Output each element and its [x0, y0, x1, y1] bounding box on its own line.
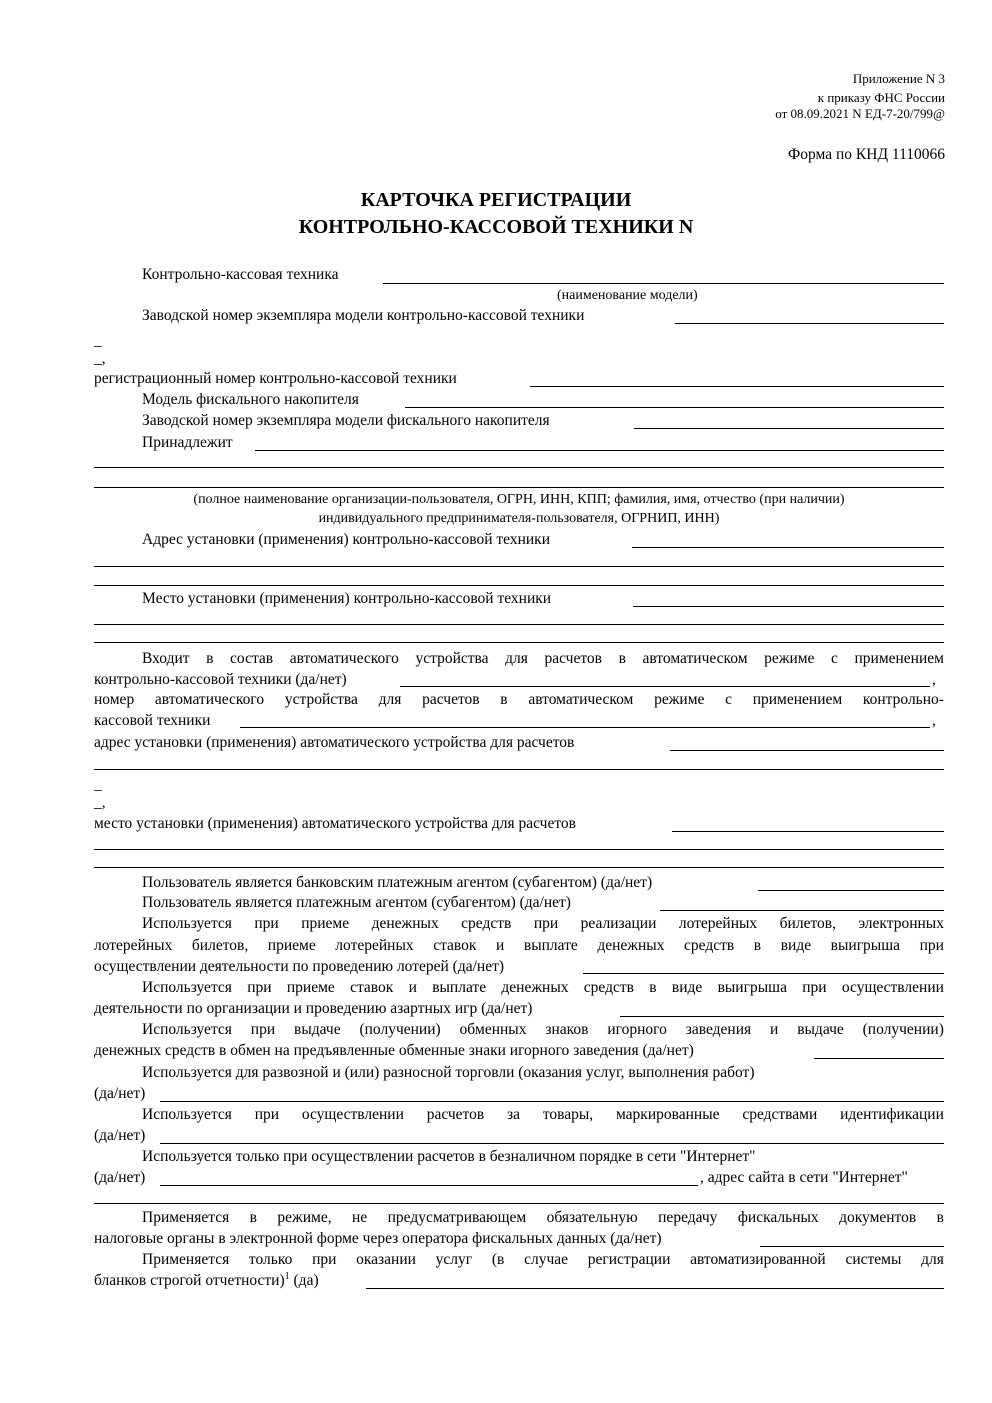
word: Входит [142, 650, 190, 667]
serial-field[interactable] [675, 323, 944, 324]
dash-mark: _, [94, 350, 106, 367]
word: выигрыша [830, 937, 901, 954]
word: состав [230, 650, 274, 667]
tokens-field[interactable] [814, 1058, 944, 1059]
word: расчетов [426, 1106, 485, 1123]
device-address-field-line[interactable] [94, 769, 944, 770]
word: в [206, 650, 214, 667]
fn-model-label: Модель фискального накопителя [142, 391, 359, 408]
word: выплате [523, 937, 578, 954]
lottery-paragraph [94, 937, 944, 955]
word: применением [854, 650, 944, 667]
word: (в [491, 1251, 505, 1268]
gambling-field[interactable] [620, 1016, 944, 1017]
word: расчетов [544, 650, 602, 667]
word: при [254, 1106, 280, 1123]
word: Используется [142, 1021, 232, 1038]
word: осуществлении [841, 979, 944, 996]
device-address-label: адрес установки (применения) автоматического устройства для расчетов [94, 734, 575, 751]
word: приеме [286, 979, 335, 996]
word: обязательную [546, 1209, 638, 1226]
word: для [505, 650, 528, 667]
word: Используется [142, 979, 232, 996]
fn-model-field[interactable] [405, 407, 944, 408]
word: предусматривающем [387, 1209, 527, 1226]
comma: , [932, 671, 936, 688]
word: автоматическом [528, 691, 634, 708]
device-number-paragraph [94, 691, 944, 709]
word: регистрации [587, 1251, 671, 1268]
auto-device-field[interactable] [400, 686, 930, 687]
word: передачу [658, 1209, 718, 1226]
word: режиме [764, 650, 815, 667]
owner-caption: (полное наименование организации-пользователя, ОГРН, ИНН, КПП; фамилия, имя, отчество (при наличии) [193, 492, 845, 507]
owner-field[interactable] [255, 450, 944, 451]
address-field[interactable] [632, 547, 944, 548]
fn-serial-label: Заводской номер экземпляра модели фискального накопителя [142, 412, 550, 429]
word: при [312, 1251, 337, 1268]
comma: , [932, 712, 936, 729]
bso-answer-label: (да) [289, 1272, 319, 1289]
word: фискальных [737, 1209, 819, 1226]
gambling-paragraph [142, 979, 944, 997]
address-field-line[interactable] [94, 585, 944, 586]
word: денежных [371, 915, 439, 932]
word: системы [845, 1251, 902, 1268]
word: услуг [435, 1251, 473, 1268]
word: устройства [415, 650, 489, 667]
word: ставок [350, 979, 394, 996]
word: при [533, 915, 559, 932]
word: выплате [432, 979, 487, 996]
website-field[interactable] [94, 1203, 944, 1204]
word: (получении) [862, 1021, 944, 1038]
bso-text: бланков строгой отчетности) [94, 1272, 285, 1289]
form-code: Форма по КНД 1110066 [788, 146, 945, 163]
word: лотерейных [94, 937, 173, 954]
word: средств [684, 937, 735, 954]
word: в [618, 650, 626, 667]
word: приеме [267, 937, 316, 954]
footnote-mark: 1 [284, 1270, 290, 1282]
place-field-line[interactable] [94, 624, 944, 625]
word: игорного [607, 1021, 667, 1038]
word: автоматическом [642, 650, 748, 667]
order-date: от 08.09.2021 N ЕД-7-20/799@ [775, 106, 945, 121]
word: денежных [597, 937, 665, 954]
word: (получении) [359, 1021, 441, 1038]
place-field[interactable] [633, 606, 944, 607]
device-number-label: кассовой техники [94, 712, 211, 729]
page-title-line2: КОНТРОЛЬНО-КАССОВОЙ ТЕХНИКИ N [298, 216, 694, 238]
tokens-label: денежных средств в обмен на предъявленные обменные знаки игорного заведения (да/нет) [94, 1042, 694, 1059]
bank-agent-label: Пользователь является банковским платежным агентом (субагентом) (да/нет) [142, 874, 653, 891]
device-place-label: место установки (применения) автоматического устройства для расчетов [94, 815, 576, 832]
word: билетов, [191, 937, 249, 954]
website-label: , адрес сайта в сети "Интернет" [700, 1169, 908, 1186]
word: и [408, 979, 417, 996]
word: приеме [301, 915, 350, 932]
address-label: Адрес установки (применения) контрольно-кассовой техники [142, 531, 550, 548]
word: виде [671, 979, 703, 996]
word: в [649, 979, 657, 996]
delivery-field[interactable] [160, 1101, 944, 1102]
order-reference: к приказу ФНС России [817, 90, 945, 105]
kkt-label: Контрольно-кассовая техника [142, 266, 339, 283]
kkt-field[interactable] [383, 283, 944, 284]
owner-field-line[interactable] [94, 467, 944, 468]
word: средствами [742, 1106, 818, 1123]
word: средств [583, 979, 634, 996]
device-number-field[interactable] [240, 727, 930, 728]
word: расчетов [422, 691, 480, 708]
owner-caption: индивидуального предпринимателя-пользователя, ОГРНИП, ИНН) [318, 511, 720, 526]
lottery-label: осуществлении деятельности по проведению лотерей (да/нет) [94, 958, 505, 975]
word: номер [94, 691, 135, 708]
owner-field-line[interactable] [94, 487, 944, 488]
word: контрольно- [862, 691, 944, 708]
word: товары, [542, 1106, 594, 1123]
word: при [802, 979, 827, 996]
tokens-paragraph [142, 1021, 944, 1039]
word: реализации [580, 915, 657, 932]
word: электронных [858, 915, 944, 932]
word: документов [839, 1209, 917, 1226]
delivery-paragraph: Используется для развозной и (или) разносной торговли (оказания услуг, выполнения работ) [142, 1064, 755, 1081]
word: и [770, 1021, 779, 1038]
word: маркированные [615, 1106, 720, 1123]
bank-agent-field[interactable] [758, 890, 944, 891]
word: для [921, 1251, 944, 1268]
device-place-field-line[interactable] [94, 867, 944, 868]
no-operator-field[interactable] [760, 1246, 944, 1247]
word: выигрыша [717, 979, 787, 996]
pay-agent-label: Пользователь является платежным агентом (субагентом) (да/нет) [142, 894, 571, 911]
fn-serial-field[interactable] [634, 428, 944, 429]
word: при [254, 915, 279, 932]
owner-label: Принадлежит [142, 434, 233, 451]
word: режиме [654, 691, 705, 708]
word: с [725, 691, 732, 708]
model-caption: (наименование модели) [557, 288, 698, 303]
word: идентификации [840, 1106, 944, 1123]
internet-paragraph: Используется только при осуществлении расчетов в безналичном порядке в сети "Интернет" [142, 1148, 756, 1165]
word: при [919, 937, 944, 954]
word: Применяется [142, 1251, 230, 1268]
word: ставок [433, 937, 477, 954]
regnum-field[interactable] [530, 386, 944, 387]
word: автоматизированной [690, 1251, 826, 1268]
serial-label: Заводской номер экземпляра модели контрольно-кассовой техники [142, 307, 585, 324]
dash-mark: _ [94, 776, 102, 793]
page-title: КАРТОЧКА РЕГИСТРАЦИИ [360, 189, 632, 211]
word: виде [780, 937, 812, 954]
lottery-paragraph [142, 915, 944, 933]
word: за [507, 1106, 521, 1123]
marked-field[interactable] [160, 1143, 944, 1144]
word: и [496, 937, 505, 954]
word: выдаче [294, 1021, 341, 1038]
word: знаков [545, 1021, 589, 1038]
lottery-field[interactable] [583, 973, 944, 974]
device-address-field[interactable] [670, 750, 944, 751]
bso-label [94, 1272, 319, 1290]
word: денежных [501, 979, 569, 996]
bso-field[interactable] [366, 1288, 944, 1289]
word: случае [524, 1251, 568, 1268]
auto-device-paragraph [142, 650, 944, 668]
no-operator-label: налоговые органы в электронной форме через оператора фискальных данных (да/нет) [94, 1230, 662, 1247]
word: в [500, 691, 508, 708]
word: лотерейных [335, 937, 414, 954]
word: выдаче [797, 1021, 844, 1038]
word: режиме, [277, 1209, 332, 1226]
marked-label: (да/нет) [94, 1127, 146, 1144]
place-label: Место установки (применения) контрольно-кассовой техники [142, 590, 552, 607]
delivery-label: (да/нет) [94, 1085, 146, 1102]
pay-agent-field[interactable] [660, 910, 944, 911]
word: в [249, 1209, 257, 1226]
word: средств [461, 915, 512, 932]
word: оказании [356, 1251, 416, 1268]
dash-mark: _, [94, 794, 106, 811]
regnum-label: регистрационный номер контрольно-кассовой техники [94, 370, 457, 387]
no-operator-paragraph [142, 1209, 944, 1227]
gambling-label: деятельности по организации и проведению азартных игр (да/нет) [94, 1000, 533, 1017]
word: с [831, 650, 838, 667]
word: только [248, 1251, 293, 1268]
word: в [936, 1209, 944, 1226]
word: осуществлении [301, 1106, 404, 1123]
word: заведения [685, 1021, 752, 1038]
word: Используется [142, 1106, 232, 1123]
word: обменных [459, 1021, 527, 1038]
word: устройства [284, 691, 358, 708]
internet-label: (да/нет) [94, 1169, 146, 1186]
word: для [378, 691, 402, 708]
word: Используется [142, 915, 232, 932]
appendix-number: Приложение N 3 [852, 71, 945, 86]
device-place-field-line[interactable] [94, 849, 944, 850]
word: не [352, 1209, 368, 1226]
address-field-line[interactable] [94, 566, 944, 567]
place-field-line[interactable] [94, 642, 944, 643]
bso-paragraph [142, 1251, 944, 1269]
device-place-field[interactable] [672, 831, 944, 832]
word: Применяется [142, 1209, 230, 1226]
word: в [753, 937, 762, 954]
auto-device-label: контрольно-кассовой техники (да/нет) [94, 671, 347, 688]
word: автоматического [289, 650, 399, 667]
word: автоматического [154, 691, 265, 708]
word: билетов, [779, 915, 836, 932]
word: при [250, 1021, 276, 1038]
word: при [247, 979, 272, 996]
internet-field[interactable] [160, 1185, 698, 1186]
marked-paragraph [142, 1106, 944, 1124]
word: применением [752, 691, 843, 708]
dash-mark: _ [94, 332, 102, 349]
word: лотерейных [678, 915, 758, 932]
